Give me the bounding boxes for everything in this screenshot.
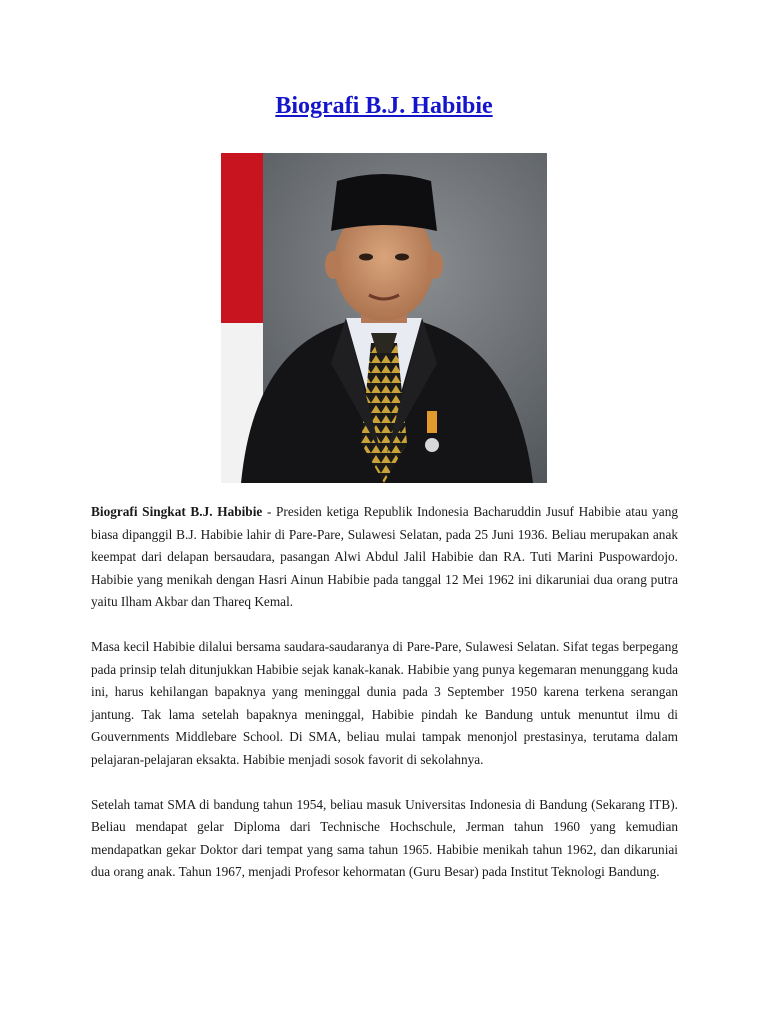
page-title[interactable]: Biografi B.J. Habibie	[275, 93, 493, 119]
article-body	[91, 501, 678, 906]
portrait-photo	[221, 153, 547, 483]
paragraph-1	[91, 501, 678, 614]
paragraph-2: Masa kecil Habibie dilalui bersama saudara-saudaranya di Pare-Pare, Sulawesi Selatan. Sifat tegas berpegang pada prinsip telah ditunjukkan Habibie sejak kanak-kanak. Habibie yang punya kegemaran menunggang kuda ini, harus kehilangan bapaknya yang meninggal dunia pada 3 September 1950 karena terkena serangan jantung. Tak lama setelah bapaknya meninggal, Habibie pindah ke Bandung untuk menuntut ilmu di Gouvernments Middlebare School. Di SMA, beliau mulai tampak menonjol prestasinya, terutama dalam pelajaran-pelajaran eksakta. Habibie menjadi sosok favorit di sekolahnya.	[91, 639, 678, 767]
paragraph-text: - Presiden ketiga Republik Indonesia Bacharuddin Jusuf Habibie atau yang biasa dipanggil B.J. Habibie lahir di Pare-Pare, Sulawesi Selatan, pada 25 Juni 1936. Beliau merupakan anak keempat dari delapan bersaudara, pasangan Alwi Abdul Jalil Habibie dan RA. Tuti Marini Puspowardojo. Habibie yang menikah dengan Hasri Ainun Habibie pada tanggal 12 Mei 1962 ini dikaruniai dua orang putra yaitu Ilham Akbar dan Thareq Kemal.	[91, 504, 678, 609]
paragraph-3: Setelah tamat SMA di bandung tahun 1954, beliau masuk Universitas Indonesia di Bandung (Sekarang ITB). Beliau mendapat gelar Diploma dari Technische Hochschule, Jerman tahun 1960 yang kemudian mendapatkan gekar Doktor dari tempat yang sama tahun 1965. Habibie menikah tahun 1962, dan dikaruniai dua orang anak. Tahun 1967, menjadi Profesor kehormatan (Guru Besar) pada Institut Teknologi Bandung.	[91, 796, 678, 879]
paragraph-lead: Biografi Singkat B.J. Habibie	[91, 504, 263, 519]
